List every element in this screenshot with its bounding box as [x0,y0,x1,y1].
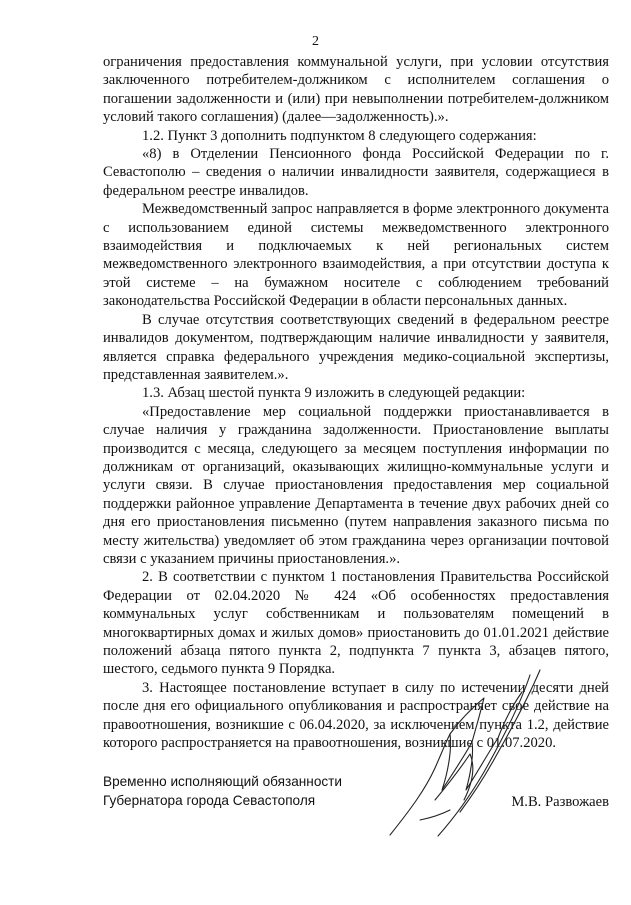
page-number: 2 [312,34,319,49]
paragraph-subitem-8: «8) в Отделении Пенсионного фонда Российской Федерации по г. Севастополю – сведения о наличии инвалидности заявителя, содержащиеся в федеральном реестре инвалидов. [103,146,609,199]
signatory-name: М.В. Развожаев [511,794,609,810]
signature-block [103,773,609,810]
paragraph-continuation: ограничения предоставления коммунальной услуги, при условии отсутствия заключенного потребителем-должником с исполнителем соглашения о погашении задолженности и (или) при невыполнении потребителем-должником условий такого соглашения) (далее—задолженность).». [103,54,609,126]
paragraph-interagency-request: Межведомственный запрос направляется в форме электронного документа с использованием единой системы межведомственного электронного взаимодействия и подключаемых к ней региональных систем межведомственного электронного взаимодействия, а при отсутствии доступа к этой системе – на бумажном носителе с соблюдением требований законодательства Российской Федерации в области персональных данных. [103,201,609,310]
paragraph-suspension: «Предоставление мер социальной поддержки приостанавливается в случае наличия у гражданина задолженности. Приостановление выплаты производится с месяца, следующего за месяцем поступления информации по должникам от организаций, оказывающих жилищно-коммунальные услуги и услуги связи. В случае приостановления предоставления мер социальной поддержки районное управление Департамента в течение двух рабочих дней со дня его приостановления письменно (путем направления заказного письма по месту жительства) уведомляет об этом гражданина через организации почтовой связи с указанием причины приостановления.». [103,403,609,567]
document-body [103,53,609,752]
paragraph-item-2: 2. В соответствии с пунктом 1 постановления Правительства Российской Федерации от 02.04.2020 № 424 «Об особенностях предоставления коммунальных услуг собственникам и пользователям помещений в многоквартирных домах и жилых домов» приостановить до 01.01.2021 действие положений абзаца пятого пункта 2, подпункта 7 пункта 3, абзацев пятого, шестого, седьмого пункта 9 Порядка. [103,569,609,678]
paragraph-disability-certificate: В случае отсутствия соответствующих сведений в федеральном реестре инвалидов документом, подтверждающим наличие инвалидности у заявителя, является справка федерального учреждения медико-социальной экспертизы, представленная заявителем.». [103,311,609,383]
signatory-position-line-2: Губернатора города Севастополя [103,792,316,808]
paragraph-item-1-2: 1.2. Пункт 3 дополнить подпунктом 8 следующего содержания: [142,127,537,144]
paragraph-item-3: 3. Настоящее постановление вступает в силу по истечении десяти дней после дня его официального опубликования и распространяет свое действие на правоотношения, возникшие с 06.04.2020, за исключением пункта 1.2, действие которого распространяется на правоотношения, возникшие с 01.07.2020. [103,679,609,752]
paragraph-item-1-3: 1.3. Абзац шестой пункта 9 изложить в следующей редакции: [142,385,526,402]
handwritten-signature [380,650,550,850]
signatory-position-line-1: Временно исполняющий обязанности [103,774,342,789]
